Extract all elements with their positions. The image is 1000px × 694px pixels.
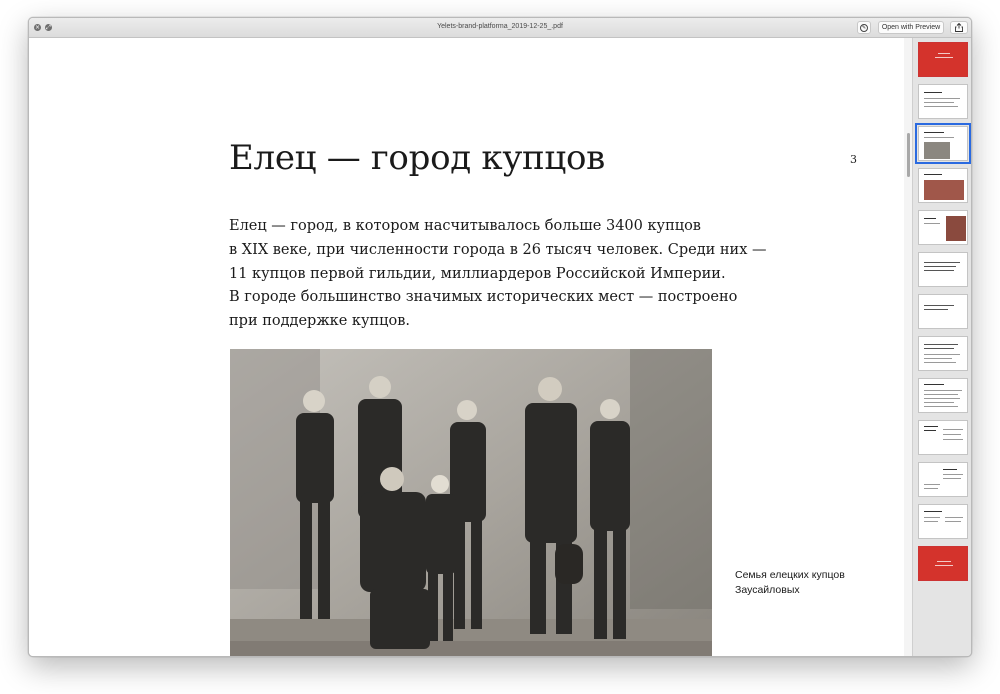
thumbnail-line [924,521,938,522]
thumbnail-line [924,309,948,310]
page-thumbnail[interactable] [918,252,968,287]
thumbnail-line [924,398,960,399]
window-title: Yelets-brand-platforma_2019-12-25_.pdf [437,23,563,30]
thumbnail-line [924,102,954,103]
page-thumbnail[interactable] [918,294,968,329]
page-thumbnail[interactable] [918,504,968,539]
thumbnail-line [943,478,961,479]
paragraph-line: В городе большинство значимых исторических мест — построено [229,289,738,306]
title-bar [29,18,971,38]
thumbnail-line [924,174,942,175]
body-paragraph [229,215,767,334]
thumbnail-line [924,517,940,518]
page-thumbnail-selected[interactable] [918,126,968,161]
thumbnail-line [935,565,953,566]
paragraph-line: Елец — город, в котором насчитывалось больше 3400 купцов [229,218,701,234]
page-thumbnail[interactable] [918,378,968,413]
family-photo-illustration [230,349,712,657]
share-button[interactable] [950,21,968,34]
thumbnail-line [924,106,958,107]
thumbnail-line [924,358,952,359]
fullscreen-icon[interactable]: ⤢ [46,24,51,31]
thumbnail-image [924,142,950,159]
scrollbar-thumb[interactable] [907,133,910,177]
thumbnail-line [924,137,954,138]
page-thumbnail[interactable] [918,42,968,77]
markup-button[interactable] [857,21,871,34]
page-thumbnail[interactable] [918,546,968,581]
thumbnail-line [945,517,963,518]
thumbnail-line [924,384,944,385]
thumbnail-line [924,132,944,133]
thumbnail-line [924,223,940,224]
page-thumbnail[interactable] [918,420,968,455]
thumbnail-line [943,469,957,470]
markup-pen-icon: ✎ [861,24,867,31]
page-thumbnail[interactable] [918,210,968,245]
page-scrollbar[interactable] [904,38,912,657]
thumbnail-line [924,394,958,395]
thumbnail-line [924,262,960,263]
thumbnail-line [924,92,942,93]
thumbnail-line [924,430,936,431]
page-thumbnail[interactable] [918,336,968,371]
thumbnail-image [924,180,964,200]
paragraph-line: 11 купцов первой гильдии, миллиардеров Российской Империи. [229,265,726,282]
share-icon [955,23,963,32]
page-heading: Елец — город купцов [229,138,605,178]
page-number: 3 [850,153,857,166]
thumbnail-line [924,344,958,345]
thumbnail-line [924,484,940,485]
thumbnail-line [924,354,960,355]
page-thumbnail[interactable] [918,462,968,497]
quicklook-window [28,17,972,657]
thumbnail-line [924,362,956,363]
thumbnail-line [938,53,950,54]
thumbnail-line [924,98,960,99]
thumbnail-line [924,266,956,267]
thumbnail-line [943,434,961,435]
thumbnail-image [946,216,966,241]
page-thumbnail[interactable] [918,84,968,119]
photo-caption [735,568,845,598]
thumbnail-line [943,474,963,475]
paragraph-line: в XIX веке, при численности города в 26 тысяч человек. Среди них — [229,241,767,258]
thumbnail-line [924,402,954,403]
thumbnail-line [924,270,954,271]
paragraph-line: при поддержке купцов. [229,313,411,330]
open-with-preview-button[interactable]: Open with Preview [878,21,944,34]
thumbnail-line [924,511,942,512]
family-photo [230,349,712,657]
thumbnail-line [924,426,938,427]
thumbnail-line [943,439,963,440]
thumbnail-line [943,429,963,430]
pdf-page [29,38,904,657]
caption-line: Заусайловых [735,584,800,596]
close-window-icon[interactable]: × [34,24,41,31]
thumbnail-sidebar[interactable] [912,38,972,657]
thumbnail-line [924,218,936,219]
thumbnail-line [924,390,962,391]
caption-line: Семья елецких купцов [735,569,845,581]
thumbnail-line [935,57,953,58]
thumbnail-line [924,305,954,306]
page-thumbnail[interactable] [918,168,968,203]
thumbnail-line [924,406,958,407]
thumbnail-line [945,521,961,522]
thumbnail-line [924,348,954,349]
thumbnail-line [924,488,938,489]
thumbnail-line [937,561,951,562]
